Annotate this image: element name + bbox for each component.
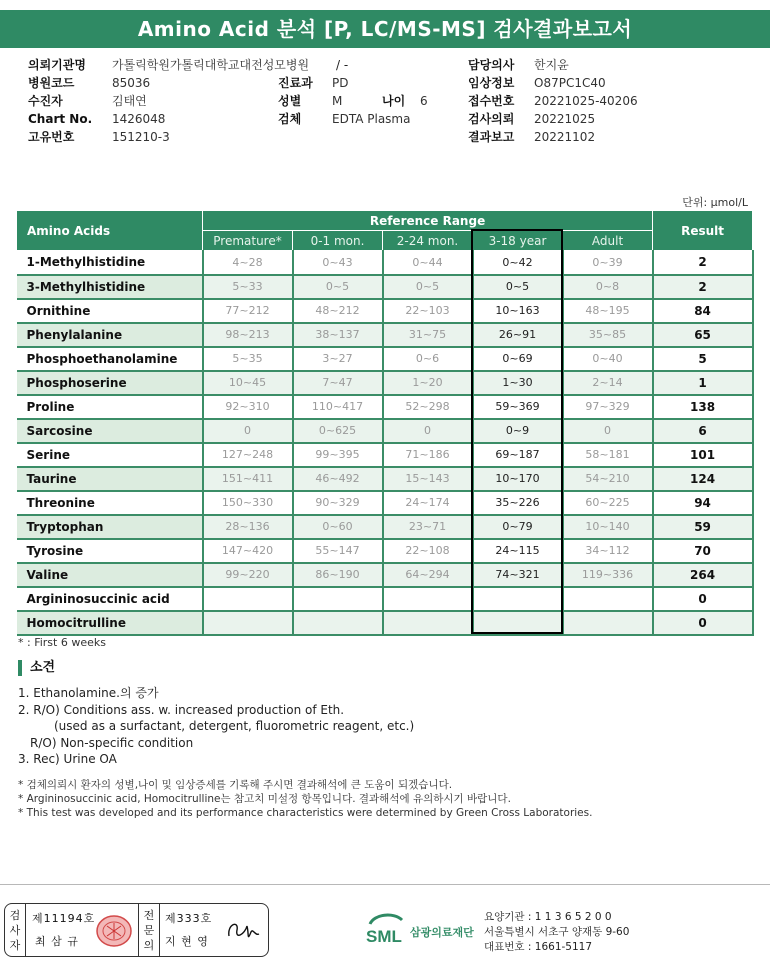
reference-range-cell: 10~163 — [473, 299, 563, 323]
info-label: 검사의뢰 — [468, 112, 515, 126]
info-label: 고유번호 — [28, 130, 75, 144]
result-value: 138 — [653, 395, 753, 419]
examiner-license-no: 제11194호 — [32, 912, 96, 925]
unit-label: 단위: μmol/L — [682, 196, 748, 209]
info-value: 6 — [420, 94, 428, 108]
reference-range-cell: 0 — [563, 419, 653, 443]
amino-acid-name: 3-Methylhistidine — [17, 275, 203, 299]
table-row — [17, 371, 753, 395]
amino-acid-name: Homocitrulline — [17, 611, 203, 635]
info-label: 결과보고 — [468, 130, 515, 144]
result-value: 101 — [653, 443, 753, 467]
reference-range-cell: 5~35 — [203, 347, 293, 371]
amino-acid-name: Tryptophan — [17, 515, 203, 539]
info-label: 담당의사 — [468, 58, 515, 72]
amino-acid-name: Argininosuccinic acid — [17, 587, 203, 611]
table-row — [17, 347, 753, 371]
patient-info-right — [468, 56, 638, 146]
reference-range-cell: 0~5 — [293, 275, 383, 299]
reference-range-cell: 0~5 — [383, 275, 473, 299]
reference-range-cell: 22~103 — [383, 299, 473, 323]
reference-range-cell: 99~395 — [293, 443, 383, 467]
sml-logo-icon — [364, 910, 408, 950]
col-header-range: Premature* — [203, 231, 293, 251]
amino-acid-name: Phosphoserine — [17, 371, 203, 395]
reference-range-cell: 0~9 — [473, 419, 563, 443]
result-value: 94 — [653, 491, 753, 515]
amino-acid-name: 1-Methylhistidine — [17, 251, 203, 275]
info-value: 20221025 — [534, 112, 596, 126]
reference-range-cell: 46~492 — [293, 467, 383, 491]
reference-range-cell: 5~33 — [203, 275, 293, 299]
reference-range-cell: 147~420 — [203, 539, 293, 563]
reference-range-cell: 0~8 — [563, 275, 653, 299]
col-header-reference-range: Reference Range — [203, 211, 653, 231]
results-table — [16, 210, 754, 636]
reference-range-cell: 58~181 — [563, 443, 653, 467]
amino-acid-name: Sarcosine — [17, 419, 203, 443]
col-header-range: 0-1 mon. — [293, 231, 383, 251]
amino-acid-name: Threonine — [17, 491, 203, 515]
note-line: * This test was developed and its performance characteristics were determined by Green Cross Laboratories. — [18, 807, 593, 819]
reference-range-cell: 3~27 — [293, 347, 383, 371]
table-row — [17, 611, 753, 635]
reference-range-cell: 0~60 — [293, 515, 383, 539]
result-value: 264 — [653, 563, 753, 587]
organization-code: 요양기관 : 1 1 3 6 5 2 0 0 — [484, 911, 612, 923]
table-row — [17, 539, 753, 563]
footer-divider — [0, 884, 770, 885]
reference-range-cell: 59~369 — [473, 395, 563, 419]
finding-line: 2. R/O) Conditions ass. w. increased production of Eth. — [18, 702, 345, 717]
info-value: 20221025-40206 — [534, 94, 638, 108]
reference-range-cell: 1~20 — [383, 371, 473, 395]
result-value: 1 — [653, 371, 753, 395]
result-value: 5 — [653, 347, 753, 371]
col-header-amino-acids: Amino Acids — [17, 211, 203, 251]
report-title: Amino Acid 분석 [P, LC/MS-MS] 검사결과보고서 — [0, 10, 770, 48]
reference-range-cell: 119~336 — [563, 563, 653, 587]
table-row — [17, 299, 753, 323]
col-header-range: 3-18 year — [473, 231, 563, 251]
col-header-range: 2-24 mon. — [383, 231, 473, 251]
table-row — [17, 419, 753, 443]
finding-line: 3. Rec) Urine OA — [18, 752, 117, 766]
info-value: 1426048 — [112, 112, 166, 126]
organization-info — [484, 910, 629, 955]
table-row — [17, 515, 753, 539]
info-label: 수진자 — [28, 94, 63, 108]
dept-dash: / - — [336, 58, 349, 72]
reference-range-cell: 151~411 — [203, 467, 293, 491]
finding-line: 1. Ethanolamine.의 증가 — [18, 686, 159, 700]
reference-range-cell: 99~220 — [203, 563, 293, 587]
organization-phone: 대표번호 : 1661-5117 — [484, 941, 593, 953]
reference-range-cell — [293, 587, 383, 611]
reference-range-cell: 110~417 — [293, 395, 383, 419]
result-value: 59 — [653, 515, 753, 539]
col-header-range: Adult — [563, 231, 653, 251]
reference-range-cell: 97~329 — [563, 395, 653, 419]
table-row — [17, 275, 753, 299]
finding-line: (used as a surfactant, detergent, fluorometric reagent, etc.) — [54, 719, 415, 733]
reference-range-cell — [383, 587, 473, 611]
amino-acid-name: Ornithine — [17, 299, 203, 323]
info-label: 성별 — [278, 94, 302, 108]
result-value: 65 — [653, 323, 753, 347]
result-value: 84 — [653, 299, 753, 323]
info-value: M — [332, 94, 343, 108]
examiner-label: 검사자 — [9, 909, 21, 952]
reference-range-cell: 150~330 — [203, 491, 293, 515]
reference-range-cell: 127~248 — [203, 443, 293, 467]
amino-acid-name: Phenylalanine — [17, 323, 203, 347]
examiner-name: 최 삼 규 — [35, 935, 79, 948]
amino-acid-name: Tyrosine — [17, 539, 203, 563]
reference-range-cell: 35~85 — [563, 323, 653, 347]
reference-range-cell: 86~190 — [293, 563, 383, 587]
result-value: 2 — [653, 275, 753, 299]
patient-info-left — [28, 56, 309, 146]
specialist-license-no: 제333호 — [165, 912, 213, 925]
age-info — [382, 92, 428, 110]
reference-range-cell: 31~75 — [383, 323, 473, 347]
reference-range-cell: 0~42 — [473, 251, 563, 275]
result-value: 0 — [653, 611, 753, 635]
reference-range-cell: 92~310 — [203, 395, 293, 419]
reference-range-cell: 98~213 — [203, 323, 293, 347]
reference-range-cell — [473, 611, 563, 635]
info-value: 김태연 — [112, 94, 147, 108]
table-row — [17, 443, 753, 467]
reference-range-cell: 4~28 — [203, 251, 293, 275]
info-value: 85036 — [112, 76, 151, 90]
reference-range-cell — [563, 587, 653, 611]
reference-range-cell: 23~71 — [383, 515, 473, 539]
reference-range-cell: 34~112 — [563, 539, 653, 563]
table-row — [17, 491, 753, 515]
reference-range-cell: 48~195 — [563, 299, 653, 323]
reference-range-cell: 90~329 — [293, 491, 383, 515]
findings-title: 소견 — [18, 660, 55, 676]
table-row — [17, 395, 753, 419]
note-line: * 검체의뢰시 환자의 성별,나이 및 임상증세를 기록해 주시면 결과해석에 큰 도움이 되겠습니다. — [18, 779, 453, 791]
reference-range-cell: 28~136 — [203, 515, 293, 539]
info-value: EDTA Plasma — [332, 112, 411, 126]
info-value: O87PC1C40 — [534, 76, 606, 90]
reference-range-cell — [563, 611, 653, 635]
amino-acid-name: Proline — [17, 395, 203, 419]
table-row — [17, 587, 753, 611]
reference-range-cell: 55~147 — [293, 539, 383, 563]
signature-box — [4, 903, 269, 957]
reference-range-cell: 1~30 — [473, 371, 563, 395]
organization-address: 서울특별시 서초구 양재동 9-60 — [484, 926, 630, 938]
reference-range-cell: 2~14 — [563, 371, 653, 395]
amino-acid-name: Phosphoethanolamine — [17, 347, 203, 371]
col-header-result: Result — [653, 211, 753, 251]
reference-range-cell: 64~294 — [383, 563, 473, 587]
table-row — [17, 467, 753, 491]
result-value: 0 — [653, 587, 753, 611]
reference-range-cell: 10~45 — [203, 371, 293, 395]
result-value: 2 — [653, 251, 753, 275]
info-value: 한지윤 — [534, 58, 569, 72]
info-label: 검체 — [278, 112, 302, 126]
examiner-seal-icon — [95, 914, 133, 948]
reference-range-cell: 10~170 — [473, 467, 563, 491]
reference-range-cell: 0~39 — [563, 251, 653, 275]
reference-range-cell: 48~212 — [293, 299, 383, 323]
svg-text:SML: SML — [366, 927, 402, 946]
result-value: 124 — [653, 467, 753, 491]
reference-range-cell: 71~186 — [383, 443, 473, 467]
info-value: PD — [332, 76, 349, 90]
info-label: 임상정보 — [468, 76, 515, 90]
reference-range-cell: 0 — [383, 419, 473, 443]
reference-range-cell: 26~91 — [473, 323, 563, 347]
info-label: Chart No. — [28, 112, 93, 126]
reference-range-cell: 24~174 — [383, 491, 473, 515]
reference-range-cell — [203, 587, 293, 611]
reference-range-cell: 24~115 — [473, 539, 563, 563]
result-value: 70 — [653, 539, 753, 563]
info-label: 진료과 — [278, 76, 313, 90]
finding-line: R/O) Non-specific condition — [30, 735, 194, 750]
reference-range-cell: 7~47 — [293, 371, 383, 395]
reference-range-cell: 0~79 — [473, 515, 563, 539]
info-value: 가톨릭학원가톨릭대학교대전성모병원 — [112, 58, 310, 72]
table-row — [17, 323, 753, 347]
amino-acid-name: Taurine — [17, 467, 203, 491]
amino-acid-name: Valine — [17, 563, 203, 587]
specialist-name: 지 현 영 — [165, 935, 209, 948]
reference-range-cell: 35~226 — [473, 491, 563, 515]
reference-range-cell: 52~298 — [383, 395, 473, 419]
table-row — [17, 563, 753, 587]
footnote: * : First 6 weeks — [18, 636, 106, 649]
reference-range-cell: 69~187 — [473, 443, 563, 467]
info-label: 나이 — [382, 94, 406, 108]
reference-range-cell: 0~43 — [293, 251, 383, 275]
reference-range-cell: 54~210 — [563, 467, 653, 491]
reference-range-cell: 77~212 — [203, 299, 293, 323]
reference-range-cell: 0 — [203, 419, 293, 443]
reference-range-cell — [383, 611, 473, 635]
info-label: 접수번호 — [468, 94, 515, 108]
reference-range-cell: 0~44 — [383, 251, 473, 275]
notes — [18, 778, 592, 820]
signature-icon — [225, 914, 263, 946]
reference-range-cell: 15~143 — [383, 467, 473, 491]
reference-range-cell: 60~225 — [563, 491, 653, 515]
reference-range-cell: 10~140 — [563, 515, 653, 539]
reference-range-cell: 0~5 — [473, 275, 563, 299]
amino-acid-name: Serine — [17, 443, 203, 467]
info-label: 병원코드 — [28, 76, 75, 90]
organization-name: 삼광의료재단 — [410, 926, 474, 939]
reference-range-cell: 38~137 — [293, 323, 383, 347]
reference-range-cell — [473, 587, 563, 611]
reference-range-cell: 74~321 — [473, 563, 563, 587]
reference-range-cell: 22~108 — [383, 539, 473, 563]
reference-range-cell: 0~69 — [473, 347, 563, 371]
result-value: 6 — [653, 419, 753, 443]
info-label: 의뢰기관명 — [28, 58, 86, 72]
note-line: * Argininosuccinic acid, Homocitrulline는 참고치 미설정 항목입니다. 결과해석에 유의하시기 바랍니다. — [18, 793, 511, 805]
reference-range-cell: 0~625 — [293, 419, 383, 443]
specialist-label: 전문의 — [143, 909, 155, 952]
findings-list — [18, 685, 414, 768]
info-value: 20221102 — [534, 130, 596, 144]
reference-range-cell — [203, 611, 293, 635]
reference-range-cell: 0~6 — [383, 347, 473, 371]
info-value: 151210-3 — [112, 130, 170, 144]
reference-range-cell — [293, 611, 383, 635]
reference-range-cell: 0~40 — [563, 347, 653, 371]
result-rows — [17, 251, 753, 635]
table-row — [17, 251, 753, 275]
